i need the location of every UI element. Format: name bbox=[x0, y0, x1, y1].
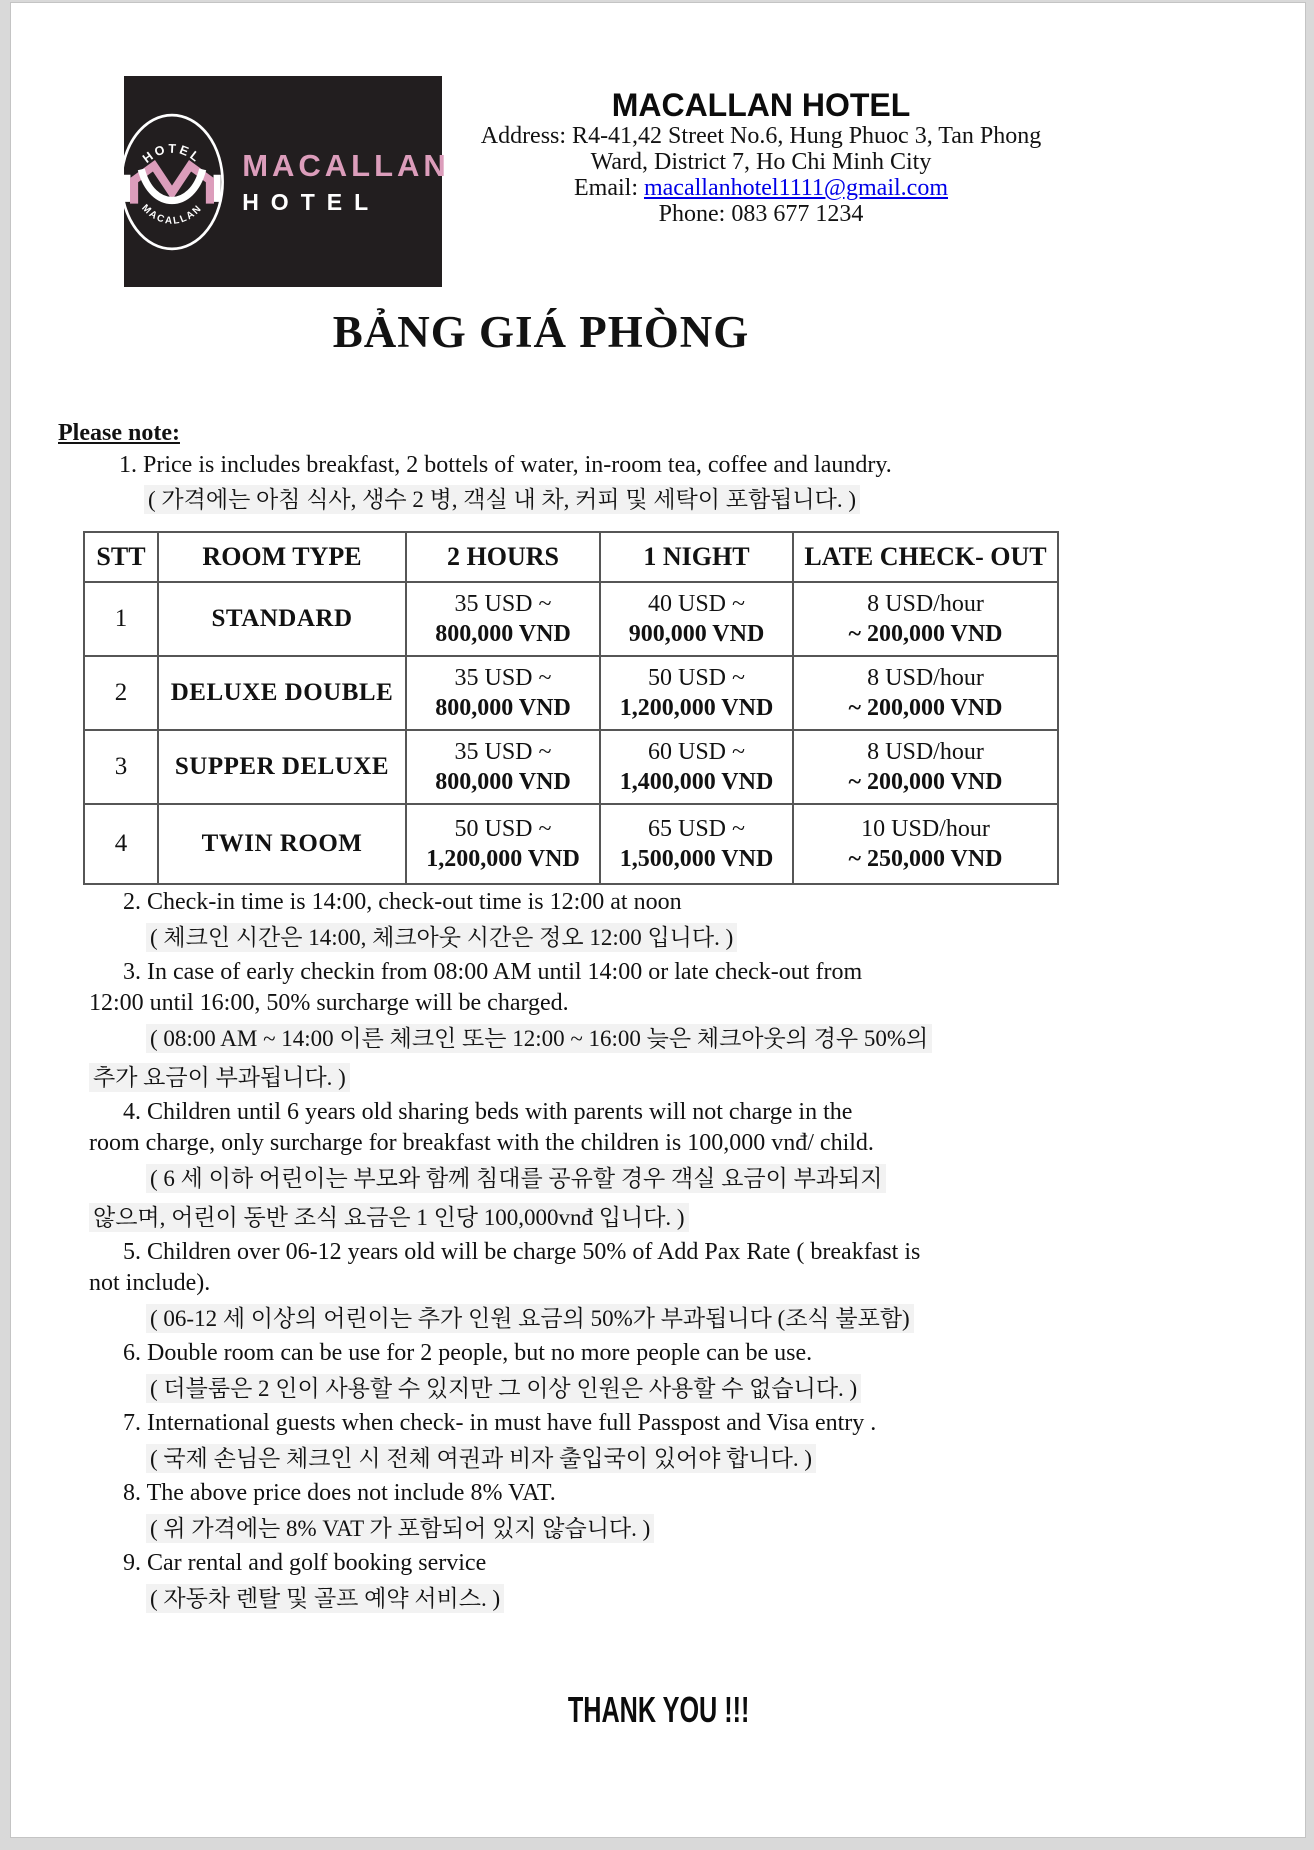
header-room-type: ROOM TYPE bbox=[158, 532, 406, 582]
document-page bbox=[10, 2, 1306, 1838]
stt-cell: 3 bbox=[84, 730, 158, 804]
stt-cell: 4 bbox=[84, 804, 158, 884]
header-stt: STT bbox=[84, 532, 158, 582]
note-8-kr-text: ( 위 가격에는 8% VAT 가 포함되어 있지 않습니다. ) bbox=[146, 1514, 654, 1543]
hotel-info-block bbox=[479, 87, 1043, 227]
price-vnd: ~ 200,000 VND bbox=[848, 621, 1003, 647]
note-5-kr-text: ( 06-12 세 이상의 어린이는 추가 인원 요금의 50%가 부과됩니다 (조식 불포함) bbox=[146, 1304, 914, 1333]
price-usd: 8 USD/hour bbox=[867, 739, 984, 765]
notes-section bbox=[89, 887, 1057, 1618]
two-hours-cell bbox=[406, 656, 600, 730]
room-type-cell: TWIN ROOM bbox=[158, 804, 406, 884]
stt-cell: 1 bbox=[84, 582, 158, 656]
one-night-cell bbox=[600, 730, 793, 804]
note-3-kr-text-2: 추가 요금이 부과됩니다. ) bbox=[89, 1063, 350, 1092]
two-hours-cell bbox=[406, 730, 600, 804]
header-2-hours: 2 HOURS bbox=[406, 532, 600, 582]
price-usd: 50 USD ~ bbox=[648, 665, 745, 691]
room-type-cell: SUPPER DELUXE bbox=[158, 730, 406, 804]
note-6-kr bbox=[89, 1369, 1057, 1408]
price-vnd: 1,200,000 VND bbox=[426, 846, 580, 872]
logo-wordmark-sub: HOTEL bbox=[242, 188, 381, 215]
note-6-en: 6. Double room can be use for 2 people, but no more people can be use. bbox=[123, 1340, 813, 1366]
note-7-kr-text: ( 국제 손님은 체크인 시 전체 여권과 비자 출입국이 있어야 합니다. ) bbox=[146, 1444, 816, 1473]
note-2-kr-text: ( 체크인 시간은 14:00, 체크아웃 시간은 정오 12:00 입니다. ) bbox=[146, 923, 737, 952]
note-4-kr-line-2 bbox=[89, 1198, 1057, 1237]
logo-wordmark bbox=[242, 147, 450, 215]
footer-thank-you bbox=[11, 1689, 1307, 1731]
stt-cell: 2 bbox=[84, 656, 158, 730]
note-2-en: 2. Check-in time is 14:00, check-out time is 12:00 at noon bbox=[123, 889, 682, 915]
header-late-check-out: LATE CHECK- OUT bbox=[793, 532, 1058, 582]
note-2-kr bbox=[89, 918, 1057, 957]
svg-text:MACALLAN bbox=[139, 202, 205, 226]
table-header-row bbox=[84, 532, 1058, 582]
price-usd: 35 USD ~ bbox=[454, 591, 552, 617]
note-3-kr-line-1 bbox=[89, 1019, 1057, 1058]
note-9-en: 9. Car rental and golf booking service bbox=[123, 1550, 487, 1576]
price-usd: 8 USD/hour bbox=[867, 665, 984, 691]
svg-text:HOTEL bbox=[140, 141, 204, 165]
please-note-label: Please note: bbox=[58, 420, 180, 446]
two-hours-cell bbox=[406, 582, 600, 656]
price-usd: 65 USD ~ bbox=[648, 816, 745, 842]
note-4-kr-line-1 bbox=[89, 1159, 1057, 1198]
note-1-kr bbox=[144, 481, 860, 514]
late-checkout-cell bbox=[793, 656, 1058, 730]
phone-line: Phone: 083 677 1234 bbox=[658, 201, 864, 227]
price-vnd: 800,000 VND bbox=[435, 621, 571, 647]
header-1-night: 1 NIGHT bbox=[600, 532, 793, 582]
price-vnd: 800,000 VND bbox=[435, 695, 571, 721]
price-table bbox=[83, 531, 1059, 885]
price-vnd: ~ 200,000 VND bbox=[848, 769, 1003, 795]
note-6-kr-text: ( 더블룸은 2 인이 사용할 수 있지만 그 이상 인원은 사용할 수 없습니다. ) bbox=[146, 1374, 861, 1403]
page-title: BẢNG GIÁ PHÒNG bbox=[332, 307, 750, 357]
note-3-en-line-1: 3. In case of early checkin from 08:00 AM until 14:00 or late check-out from bbox=[123, 959, 863, 985]
late-checkout-cell bbox=[793, 804, 1058, 884]
one-night-cell bbox=[600, 582, 793, 656]
price-usd: 60 USD ~ bbox=[648, 739, 745, 765]
table-row bbox=[84, 582, 1058, 656]
note-9-kr bbox=[89, 1579, 1057, 1618]
price-vnd: ~ 200,000 VND bbox=[848, 695, 1003, 721]
note-3-kr-text-1: ( 08:00 AM ~ 14:00 이른 체크인 또는 12:00 ~ 16:00 늦은 체크아웃의 경우 50%의 bbox=[146, 1024, 932, 1053]
price-usd: 35 USD ~ bbox=[454, 739, 552, 765]
price-vnd: 1,400,000 VND bbox=[619, 769, 774, 795]
two-hours-cell bbox=[406, 804, 600, 884]
price-vnd: 1,500,000 VND bbox=[619, 846, 774, 872]
note-8-en: 8. The above price does not include 8% VAT. bbox=[123, 1480, 556, 1506]
price-usd: 50 USD ~ bbox=[454, 816, 552, 842]
price-vnd: 1,200,000 VND bbox=[619, 695, 774, 721]
note-4-en-line-1: 4. Children until 6 years old sharing beds with parents will not charge in the bbox=[123, 1099, 853, 1125]
address-line-1: Address: R4-41,42 Street No.6, Hung Phuoc 3, Tan Phong bbox=[480, 123, 1042, 149]
macallan-monogram-icon bbox=[116, 107, 228, 257]
late-checkout-cell bbox=[793, 582, 1058, 656]
late-checkout-cell bbox=[793, 730, 1058, 804]
note-9-kr-text: ( 자동차 렌탈 및 골프 예약 서비스. ) bbox=[146, 1584, 504, 1613]
note-7-en: 7. International guests when check- in must have full Passpost and Visa entry . bbox=[123, 1410, 877, 1436]
table-row bbox=[84, 656, 1058, 730]
note-5-kr bbox=[89, 1299, 1057, 1338]
email-line bbox=[479, 175, 1043, 201]
note-5-en-line-1: 5. Children over 06-12 years old will be charge 50% of Add Pax Rate ( breakfast is bbox=[123, 1239, 921, 1265]
address-line-2: Ward, District 7, Ho Chi Minh City bbox=[590, 149, 932, 175]
footer-thank-you-text: THANK YOU !!! bbox=[568, 1689, 750, 1730]
table-row bbox=[84, 730, 1058, 804]
one-night-cell bbox=[600, 656, 793, 730]
logo-wordmark-main: MACALLAN bbox=[242, 147, 450, 183]
price-vnd: 900,000 VND bbox=[628, 621, 765, 647]
price-usd: 40 USD ~ bbox=[648, 591, 745, 617]
note-4-kr-text-2: 않으며, 어린이 동반 조식 요금은 1 인당 100,000vnđ 입니다. ) bbox=[89, 1203, 689, 1232]
price-usd: 8 USD/hour bbox=[867, 591, 984, 617]
note-5-en-line-2: not include). bbox=[89, 1270, 211, 1296]
note-4-kr-text-1: ( 6 세 이하 어린이는 부모와 함께 침대를 공유할 경우 객실 요금이 부과되지 bbox=[146, 1164, 886, 1193]
price-usd: 35 USD ~ bbox=[454, 665, 552, 691]
note-3-kr-line-2 bbox=[89, 1058, 1057, 1097]
email-label: Email: bbox=[574, 175, 644, 201]
price-usd: 10 USD/hour bbox=[861, 816, 990, 842]
room-type-cell: DELUXE DOUBLE bbox=[158, 656, 406, 730]
note-4-en-line-2: room charge, only surcharge for breakfast with the children is 100,000 vnđ/ child. bbox=[89, 1130, 874, 1156]
note-1-en: 1. Price is includes breakfast, 2 bottels of water, in-room tea, coffee and laundry. bbox=[119, 452, 892, 478]
price-vnd: ~ 250,000 VND bbox=[848, 846, 1003, 872]
price-vnd: 800,000 VND bbox=[435, 769, 571, 795]
email-link[interactable]: macallanhotel1111@gmail.com bbox=[643, 175, 948, 201]
badge-top-text: HOTEL bbox=[140, 141, 205, 166]
badge-bottom-text: MACALLAN bbox=[139, 202, 205, 227]
one-night-cell bbox=[600, 804, 793, 884]
note-8-kr bbox=[89, 1509, 1057, 1548]
note-1-kr-text: ( 가격에는 아침 식사, 생수 2 병, 객실 내 차, 커피 및 세탁이 포함됩니다. ) bbox=[144, 485, 860, 514]
room-type-cell: STANDARD bbox=[158, 582, 406, 656]
hotel-name: MACALLAN HOTEL bbox=[611, 87, 911, 123]
note-3-en-line-2: 12:00 until 16:00, 50% surcharge will be charged. bbox=[89, 990, 569, 1016]
note-7-kr bbox=[89, 1439, 1057, 1478]
hotel-logo bbox=[124, 76, 450, 287]
table-row bbox=[84, 804, 1058, 884]
